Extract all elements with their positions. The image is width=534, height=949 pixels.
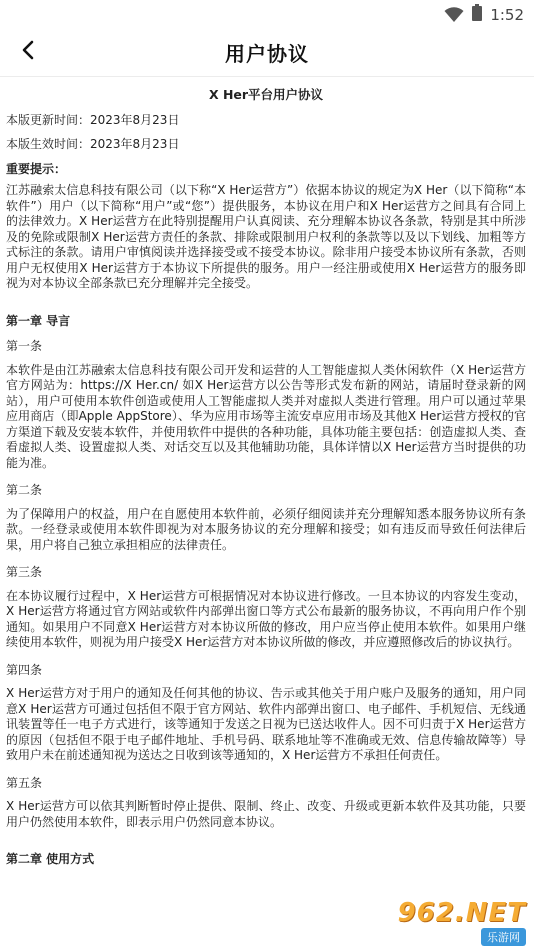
effective-time: 本版生效时间：2023年8月23日 [6,137,180,151]
wifi-icon [444,7,464,23]
important-heading: 重要提示： [6,161,67,176]
chapter-1-heading: 第一章 导言 [6,313,71,328]
agreement-content[interactable] [0,77,534,949]
article-3-text: 在本协议履行过程中，X Her运营方可根据情况对本协议进行修改。一旦本协议的内容发生变动，X Her运营方将通过官方网站或软件内部弹出窗口等方式公布最新的服务协议，不再向用户作个别通知。如果用户不同意X Her运营方对本协议所做的修改，用户应当停止使用本软件。如果用户继续使用本软件，则视为用户接受X Her运营方对本协议所做的修改，并应遵照修改后的协议执行。 [6,588,526,649]
status-icons [444,4,524,25]
article-3-title: 第三条 [6,565,43,579]
status-time: 1:52 [490,5,524,24]
battery-icon [472,4,482,25]
article-1-text: 本软件是由江苏融索太信息科技有限公司开发和运营的人工智能虚拟人类休闲软件（X Her运营方官方网站为：https://X Her.cn/ 如X Her运营方以公告等形式发布新的网站，请届时登录新的网站），用户可使用本软件创造或使用人工智能虚拟人类并对虚拟人类进行管理。用户可以通过苹果应用商店（即Apple AppStore）、华为应用市场等主流安卓应用市场及其他X Her运营方授权的官方渠道下载及安装本软件，并使用软件中提供的各种功能，具体功能主要包括：创造虚拟人类、查看虚拟人类、设置虚拟人类、对话交互以及其他辅助功能，具体详情以X Her运营方当时提供的功能为准。 [6,362,526,470]
page-title: 用户协议 [225,41,309,66]
article-4-text: X Her运营方对于用户的通知及任何其他的协议、告示或其他关于用户账户及服务的通知，用户同意X Her运营方可通过包括但不限于官方网站、软件内部弹出窗口、电子邮件、手机短信、无线通讯装置等任一电子方式进行，该等通知于发送之日视为已送达收件人。因不可归责于X Her运营方的原因（包括但不限于电子邮件地址、手机号码、联系地址等不准确或无效、信息传输故障等）导致用户未在前述通知视为送达之日收到该等通知的，X Her运营方不承担任何责任。 [6,686,526,762]
article-2-text: 为了保障用户的权益，用户在自愿使用本软件前，必须仔细阅读并充分理解知悉本服务协议所有条款。一经登录或使用本软件即视为对本服务协议的充分理解和接受；如有违反而导致任何法律后果，用户将自己独立承担相应的法律责任。 [6,506,526,552]
status-bar [0,0,534,28]
article-1-title: 第一条 [6,339,43,353]
watermark-logo [398,899,526,947]
article-2-title: 第二条 [6,483,43,497]
back-arrow-icon [21,40,35,64]
chapter-2-heading: 第二章 使用方式 [6,852,95,866]
back-button[interactable] [14,38,42,66]
article-5-title: 第五条 [6,775,43,790]
article-4-title: 第四条 [6,662,43,677]
update-time: 本版更新时间：2023年8月23日 [6,112,180,127]
document-title: X Her平台用户协议 [208,87,324,102]
important-paragraph: 江苏融索太信息科技有限公司（以下称“X Her运营方”）依据本协议的规定为X Her（以下简称“本软件”）用户（以下简称“用户”或“您”）提供服务，本协议在用户和X Her运营方之间具有合同上的法律效力。X Her运营方在此特别提醒用户认真阅读、充分理解本协议各条款，特别是其中所涉及的免除或限制X Her运营方责任的条款、排除或限制用户权利的条款等以及以下划线、加粗等方式标注的条款。请用户审慎阅读并选择接受或不接受本协议。除非用户接受本协议所有条款，否则用户无权使用X Her运营方于本协议下所提供的服务。用户一经注册或使用X Her运营方的服务即视为对本协议全部条款已充分理解并完全接受。 [6,183,526,290]
article-5-text: X Her运营方可以依其判断暂时停止提供、限制、终止、改变、升级或更新本软件及其功能，只要用户仍然使用本软件，即表示用户仍然同意本协议。 [6,799,526,829]
app-bar [0,28,534,77]
watermark-sub: 乐游网 [481,928,526,946]
watermark-main: 962.NET [397,898,526,928]
